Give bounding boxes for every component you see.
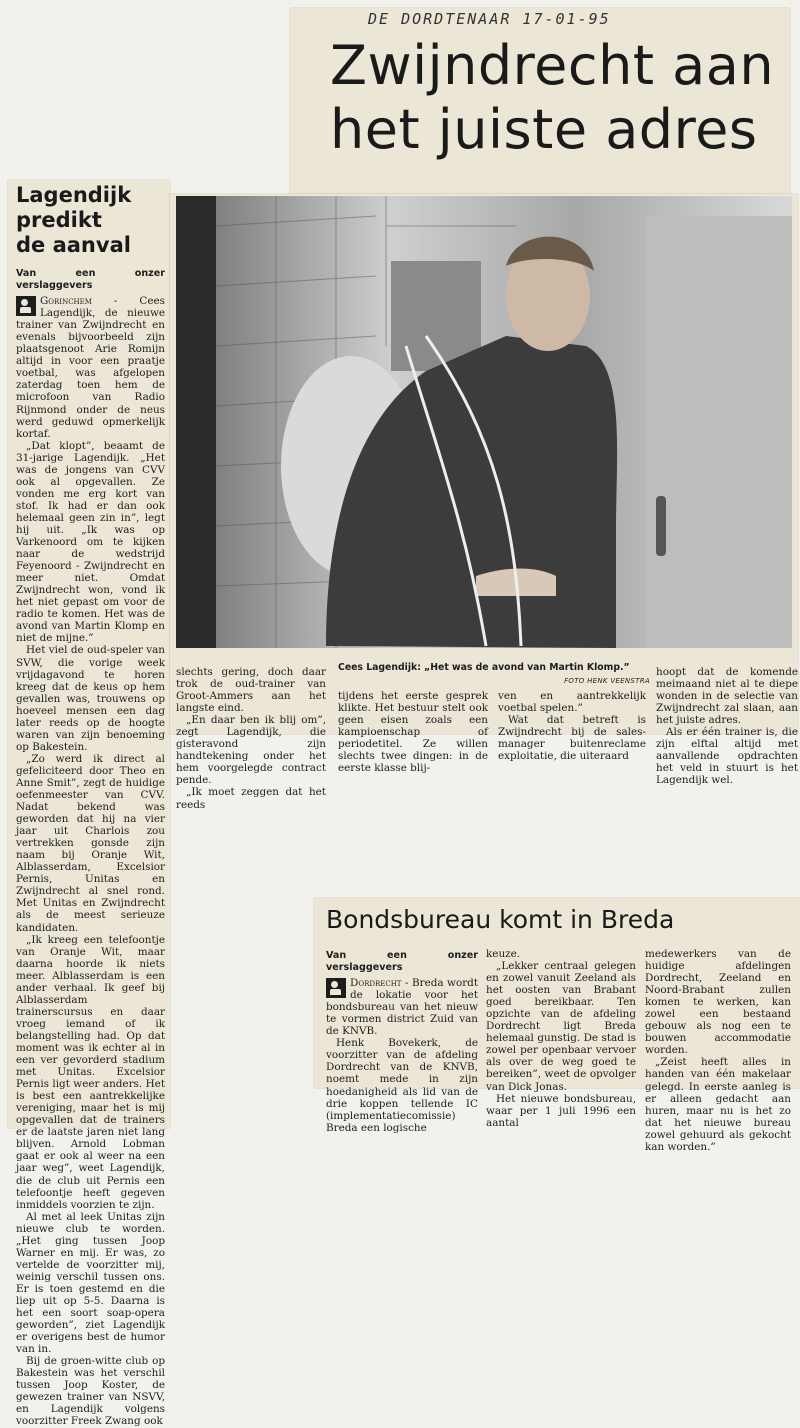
article1-paragraph: „Zo werd ik direct al gefeliciteerd door Theo en Anne Smit”, zegt de huidige oefenmeester van CVV. Nadat bekend was geworden dat hij na vier jaar uit Charlois zou vertrekken gonsde zijn naam bij Oranje Wit, Alblasserdam, Excelsior Pernis, Unitas en Zwijndrecht al snel rond. Met Unitas en Zwijndrecht als de meest serieuze kandidaten.	[16, 752, 165, 934]
article2-byline: Van een onzer verslaggevers	[326, 950, 478, 974]
photo-caption-text: Cees Lagendijk: „Het was de avond van Martin Klomp.”	[338, 662, 630, 673]
main-headline	[330, 34, 774, 162]
main-headline-line2: het juiste adres	[330, 98, 758, 161]
article1-paragraph: Wat dat betreft is Zwijndrecht bij de sales-manager buitenreclame exploitatie, die uiteraard	[498, 714, 646, 763]
article1-paragraph: tijdens het eerste gesprek klikte. Het bestuur stelt ook geen eisen zoals een kampioenschap of periodetitel. Ze willen slechts twee dingen: in de eerste klasse blij-	[338, 690, 488, 775]
handwritten-note: DE DORDTENAAR 17-01-95	[368, 10, 611, 28]
article2-paragraph: Het nieuwe bondsbureau, waar per 1 juli 1996 een aantal	[486, 1092, 636, 1129]
article1-paragraph: - Cees Lagendijk, de nieuwe trainer van Zwijndrecht en evenals bijvoorbeeld zijn plaatsgenoot Arie Romijn altijd in voor een praatje voetbal, was afgelopen zaterdag toen hem de microfoon van Radio Rijnmond onder de neus werd geduwd opmerkelijk kortaf.	[16, 295, 165, 440]
article1-column-5	[656, 666, 798, 786]
article1-paragraph: „En daar ben ik blij om”, zegt Lagendijk, die gisteravond zijn handtekening onder het hem voorgelegde contract pende.	[176, 714, 326, 787]
article1-paragraph: „Dat klopt”, beaamt de 31-jarige Lagendijk. „Het was de jongens van CVV ook al opgevallen. Ze vonden me erg kort van stof. Ik had er dan ook helemaal geen zin in”, legt hij uit. „Ik was op Varkenoord om te kijken naar de wedstrijd Feyenoord - Zwijndrecht en meer niet. Omdat Zwijndrecht won, vond ik het niet gepast om voor de radio te komen. Het was de avond van Martin Klomp en niet de mijne.”	[16, 439, 165, 645]
article1-headline-line1: Lagendijk	[16, 183, 132, 207]
article1-column-4	[498, 690, 646, 762]
article1-paragraph: „Ik moet zeggen dat het reeds	[176, 786, 326, 811]
article1-headline-line3: de aanval	[16, 233, 131, 257]
news-photo	[176, 196, 792, 648]
main-headline-line1: Zwijndrecht aan	[330, 34, 775, 97]
article1-paragraph: „Ik kreeg een telefoontje van Oranje Wit, maar daarna hoorde ik niets meer. Alblasserdam is een ander verhaal. Ik geef bij Alblasserdam trainerscursus en daar vroeg iemand of ik belangstelling had. Op dat moment was ik echter al in een ver gevorderd stadium met Unitas. Excelsior Pernis ligt weer anders. Het is best een aantrekkelijke vereniging, maar het is mij opgevallen dat de trainers er de laatste jaren niet lang blijven. Arnold Lobman gaat er ook al weer na een jaar weg”, weet Lagendijk, die de club uit Pernis een telefoontje heeft gegeven inmiddels voorzien te zijn.	[16, 933, 165, 1211]
photo-caption	[338, 662, 650, 685]
article1-dateline: Gorinchem	[40, 295, 92, 308]
article1-paragraph: Als er één trainer is, die zijn elftal altijd met aanvallende opdrachten het veld in stuurt is het Lagendijk wel.	[656, 726, 798, 787]
article2-dateline: Dordrecht	[350, 977, 402, 990]
article1-paragraph: ven en aantrekkelijk voetbal spelen.”	[498, 690, 646, 715]
article1-paragraph: Al met al leek Unitas zijn nieuwe club te worden. „Het ging tussen Joop Warner en mij. Er was, zo vertelde de voorzitter mij, weinig verschil tussen ons. Er is toen gestemd en die liep uit op 5-5. Daarna is het een soort soap-opera geworden”, ziet Lagendijk er overigens best de humor van in.	[16, 1210, 165, 1356]
article2-column-1	[326, 950, 478, 1134]
article1-headline	[16, 183, 131, 258]
article1-paragraph: Bij de groen-witte club op Bakestein was het verschil tussen Joop Koster, de gewezen trainer van NSVV, en Lagendijk volgens voorzitter Freek Zwang ook	[16, 1355, 165, 1428]
article2-paragraph: keuze.	[486, 948, 521, 960]
article1-headline-line2: predikt	[16, 208, 102, 232]
article2-paragraph: Henk Bovekerk, de voorzitter van de afdeling Dordrecht van de KNVB, noemt mede in zijn hoedanigheid als lid van de drie koppen tellende IC (implementatiecomissie) Breda een logische	[326, 1037, 478, 1134]
paper-logo-icon	[16, 296, 36, 316]
article1-column-3	[338, 690, 488, 774]
paper-logo-icon	[326, 978, 346, 998]
article1-column-1	[16, 268, 165, 1428]
photo-credit: FOTO HENK VEENSTRA	[564, 677, 650, 685]
article2-paragraph: - Breda wordt de lokatie voor het bondsbureau van het nieuw te vormen district Zuid van de KNVB.	[326, 977, 478, 1038]
article1-paragraph: slechts gering, doch daar trok de oud-trainer van Groot-Ammers aan het langste eind.	[176, 666, 326, 715]
article1-column-2	[176, 666, 326, 811]
article1-paragraph: Het viel de oud-speler van SVW, die vorige week vrijdagavond te horen kreeg dat de keus op hem gevallen was, trouwens op hoeveel mensen een dag later reeds op de hoogte waren van zijn benoeming op Bakestein.	[16, 644, 165, 753]
article2-paragraph: „Lekker centraal gelegen en zowel vanuit Zeeland als het oosten van Brabant goed bereikbaar. Ten opzichte van de afdeling Dordrecht ligt Breda helemaal gunstig. De stad is zowel per openbaar vervoer als over de weg goed te bereiken”, weet de opvolger van Dick Jonas.	[486, 960, 636, 1093]
article1-paragraph: hoopt dat de komende meimaand niet al te diepe wonden in de selectie van Zwijndrecht zal slaan, aan het juiste adres.	[656, 666, 798, 727]
article2-headline: Bondsbureau komt in Breda	[326, 905, 675, 934]
article1-byline: Van een onzer verslaggevers	[16, 268, 165, 292]
article2-paragraph: „Zeist heeft alles in handen van één makelaar gelegd. In eerste aanleg is er alleen gedacht aan huren, maar nu is het zo dat het nieuwe bureau zowel gehuurd als gekocht kan worden.”	[645, 1056, 791, 1153]
article2-paragraph: medewerkers van de huidige afdelingen Dordrecht, Zeeland en Noord-Brabant zullen komen te werken, kan zowel een bestaand gebouw als nog een te bouwen accommodatie worden.	[645, 948, 791, 1057]
news-photo-image	[176, 196, 792, 648]
article2-column-2	[486, 948, 636, 1129]
article2-column-3	[645, 948, 791, 1153]
